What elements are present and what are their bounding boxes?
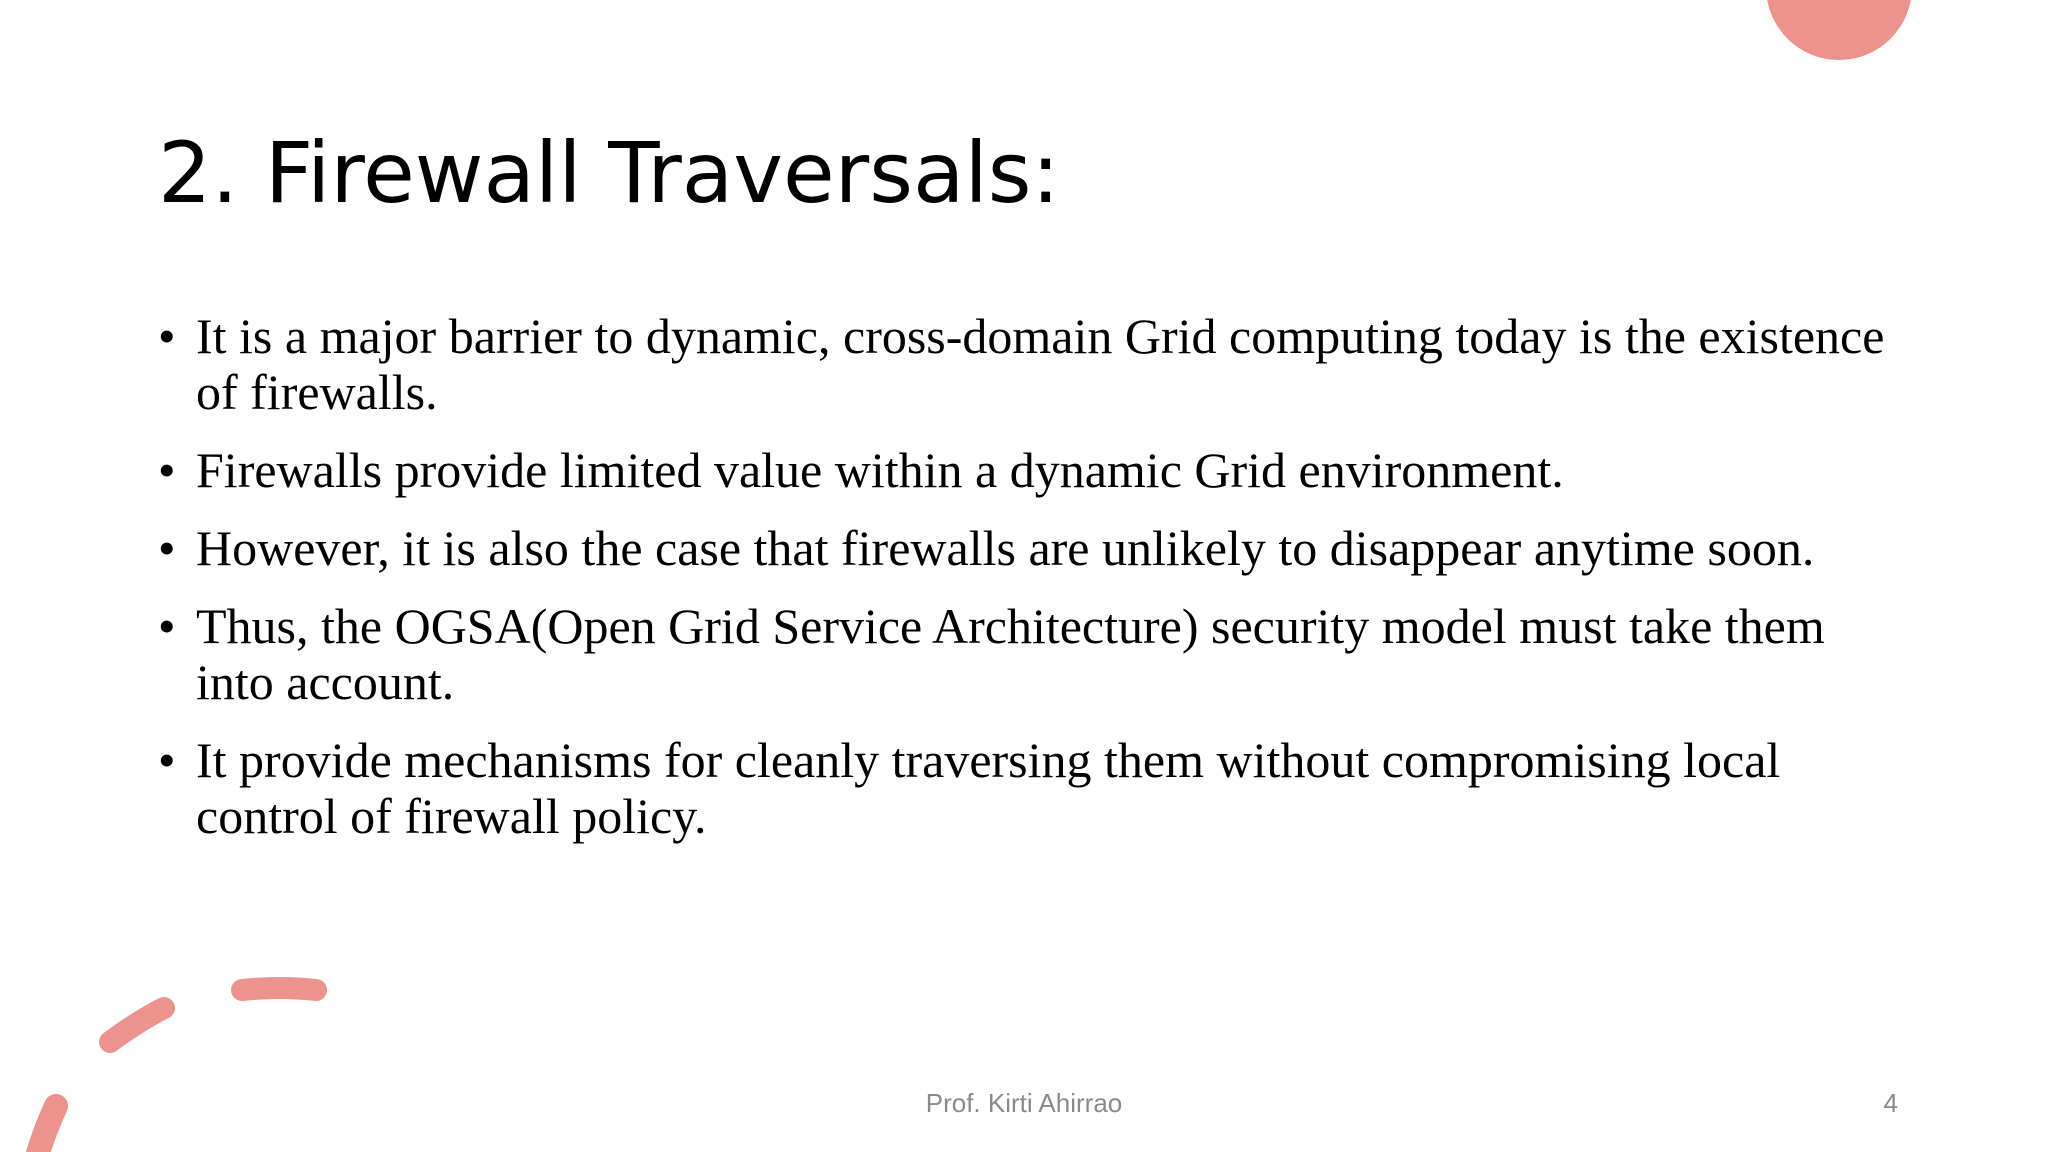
bullet-item [158, 598, 1898, 710]
arc-dash-middle [110, 1008, 164, 1042]
bullet-item [158, 732, 1898, 844]
bullet-dot: • [158, 598, 176, 654]
bullet-text: It provide mechanisms for cleanly traversing them without compromising local control of firewall policy. [196, 732, 1781, 844]
bullet-text: Thus, the OGSA(Open Grid Service Architecture) security model must take them into account. [196, 598, 1825, 710]
bullet-list [158, 308, 1898, 866]
decorative-dashed-arc [0, 940, 360, 1152]
bullet-item [158, 308, 1898, 420]
footer-author: Prof. Kirti Ahirrao [925, 1088, 1123, 1118]
bullet-item [158, 520, 1898, 576]
bullet-item [158, 442, 1898, 498]
bullet-dot: • [158, 308, 176, 364]
bullet-dot: • [158, 732, 176, 788]
bullet-text: However, it is also the case that firewalls are unlikely to disappear anytime soon. [196, 520, 1815, 576]
arc-dash-top [242, 988, 316, 990]
bullet-dot: • [158, 442, 176, 498]
bullet-text: It is a major barrier to dynamic, cross-domain Grid computing today is the existence of firewalls. [196, 308, 1885, 420]
page-number: 4 [1883, 1088, 1898, 1118]
bullet-dot: • [158, 520, 176, 576]
bullet-text: Firewalls provide limited value within a dynamic Grid environment. [196, 442, 1564, 498]
slide-title: 2. Firewall Traversals: [158, 124, 1060, 222]
decorative-circle [1766, 0, 1912, 60]
